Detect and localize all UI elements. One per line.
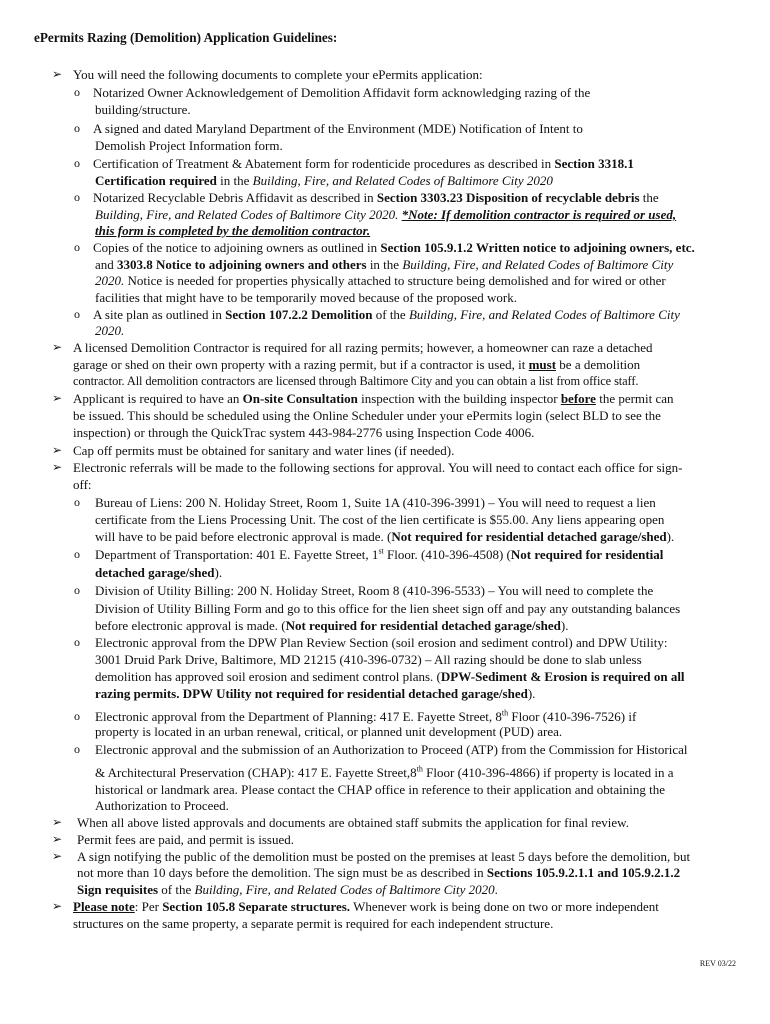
sub-item-text: before electronic approval is made. (Not required for residential detached garage/shed). <box>95 618 569 633</box>
bullet-arrow: ➢ <box>52 832 63 846</box>
sub-item-text: Department of Transportation: 401 E. Fayette Street, 1st Floor. (410-396-4508) (Not required for residential <box>95 546 664 562</box>
sub-item-text: Copies of the notice to adjoining owners as outlined in Section 105.9.1.2 Written notice to adjoining owners, etc. <box>93 240 695 255</box>
sub-bullet: o <box>74 547 80 561</box>
sub-bullet: o <box>74 156 80 170</box>
sub-bullet: o <box>74 635 80 649</box>
bullet-arrow: ➢ <box>52 849 63 863</box>
sub-bullet: o <box>74 190 80 204</box>
sub-bullet: o <box>74 85 80 99</box>
list-item: be issued. This should be scheduled using the Online Scheduler under your ePermits login (select BLD to see the <box>73 408 661 423</box>
revision-footer: REV 03/22 <box>699 959 736 968</box>
sub-item-text: Notarized Owner Acknowledgement of Demolition Affidavit form acknowledging razing of the <box>93 85 591 100</box>
bullet-arrow: ➢ <box>52 460 63 474</box>
sub-item-text: demolition has approved soil erosion and sediment control plans. (DPW-Sediment & Erosion is required on all <box>95 669 685 684</box>
bullet-arrow: ➢ <box>52 340 63 354</box>
sub-item-text: 2020. <box>95 323 125 338</box>
sub-item-text: property is located in an urban renewal, critical, or planned unit development (PUD) area. <box>95 724 563 739</box>
sub-bullet: o <box>74 240 80 254</box>
bullet-arrow: ➢ <box>52 391 63 405</box>
sub-item-text: Notarized Recyclable Debris Affidavit as described in Section 3303.23 Disposition of recyclable debris the <box>93 190 659 205</box>
sub-bullet: o <box>74 495 80 509</box>
sub-item-text: Certification required in the Building, Fire, and Related Codes of Baltimore City 2020 <box>95 173 553 188</box>
list-item: off: <box>73 477 92 492</box>
page-title: ePermits Razing (Demolition) Application Guidelines: <box>34 30 338 45</box>
list-item: A sign notifying the public of the demolition must be posted on the premises at least 5 days before the demolition, but <box>77 849 691 864</box>
sub-item-text: razing permits. DPW Utility not required for residential detached garage/shed). <box>95 686 536 701</box>
list-item: A licensed Demolition Contractor is required for all razing permits; however, a homeowner can raze a detached <box>73 340 653 355</box>
sub-item-text: 3001 Druid Park Drive, Baltimore, MD 21215 (410-396-0732) – All razing should be done to slab unless <box>95 652 642 667</box>
list-item: Permit fees are paid, and permit is issued. <box>77 832 294 847</box>
list-item: Electronic referrals will be made to the following sections for approval. You will need to contact each office for sign- <box>73 460 683 475</box>
list-item: Sign requisites of the Building, Fire, and Related Codes of Baltimore City 2020. <box>77 882 498 897</box>
sub-item-text: 2020. Notice is needed for properties physically attached to structure being demolished and for wired or other <box>95 273 666 288</box>
sub-item-text: facilities that might have to be temporarily moved because of the proposed work. <box>95 290 518 305</box>
sub-item-text: Division of Utility Billing: 200 N. Holiday Street, Room 8 (410-396-5533) – You will need to complete the <box>95 583 654 598</box>
bullet-arrow: ➢ <box>52 443 63 457</box>
list-item: structures on the same property, a separate permit is required for each independent structure. <box>73 916 554 931</box>
sub-item-text: certificate from the Liens Processing Unit. The cost of the lien certificate is $55.00. Any liens appearing open <box>95 512 665 527</box>
sub-item-text: this form is completed by the demolition contractor. <box>95 223 371 238</box>
sub-bullet: o <box>74 121 80 135</box>
list-item: not more than 10 days before the demolition. The sign must be as described in Sections 105.9.2.1.1 and 105.9.2.1.2 <box>77 865 681 880</box>
sub-item-text: Electronic approval from the DPW Plan Review Section (soil erosion and sediment control) and DPW Utility: <box>95 635 668 650</box>
sub-bullet: o <box>74 583 80 597</box>
sub-item-text: and 3303.8 Notice to adjoining owners and others in the Building, Fire, and Related Codes of Baltimore City <box>95 257 674 272</box>
list-item: inspection) or through the QuickTrac system 443-984-2776 using Inspection Code 4006. <box>73 425 535 440</box>
sub-bullet: o <box>74 709 80 723</box>
list-item: You will need the following documents to complete your ePermits application: <box>73 67 483 82</box>
sub-item-text: Demolish Project Information form. <box>95 138 283 153</box>
list-item: garage or shed on their own property with a razing permit, but if a contractor is used, it must be a demolition <box>73 357 641 372</box>
sub-item-text: Building, Fire, and Related Codes of Baltimore City 2020. *Note: If demolition contractor is required or used, <box>95 207 677 222</box>
sub-item-text: building/structure. <box>95 102 191 117</box>
sub-item-text: Certification of Treatment & Abatement form for rodenticide procedures as described in Section 3318.1 <box>93 156 634 171</box>
sub-item-text: historical or landmark area. Please contact the CHAP office in reference to their application and obtaining the <box>95 782 665 797</box>
sub-bullet: o <box>74 307 80 321</box>
list-item: Cap off permits must be obtained for sanitary and water lines (if needed). <box>73 443 455 458</box>
sub-item-text: Electronic approval and the submission of an Authorization to Proceed (ATP) from the Commission for Historical <box>95 742 688 757</box>
bullet-arrow: ➢ <box>52 67 63 81</box>
bullet-arrow: ➢ <box>52 899 63 913</box>
bullet-arrow: ➢ <box>52 815 63 829</box>
sub-item-text: detached garage/shed). <box>95 565 223 580</box>
list-item: contractor. All demolition contractors are licensed through Baltimore City and you can obtain a list from office staff. <box>73 374 639 388</box>
sub-item-text: Bureau of Liens: 200 N. Holiday Street, Room 1, Suite 1A (410-396-3991) – You will need to request a lien <box>95 495 656 510</box>
sub-item-text: Authorization to Proceed. <box>95 798 229 813</box>
sub-item-text: will have to be paid before electronic approval is made. (Not required for residential detached garage/shed). <box>95 529 675 544</box>
list-item: Applicant is required to have an On-site Consultation inspection with the building inspector before the permit can <box>73 391 674 406</box>
sub-item-text: A signed and dated Maryland Department of the Environment (MDE) Notification of Intent to <box>93 121 583 136</box>
sub-bullet: o <box>74 742 80 756</box>
list-item: When all above listed approvals and documents are obtained staff submits the application for final review. <box>77 815 629 830</box>
sub-item-text: Division of Utility Billing Form and go to this office for the lien sheet sign off and pay any outstanding balances <box>95 601 681 616</box>
sub-item-text: Electronic approval from the Department of Planning: 417 E. Fayette Street, 8th Floor (410-396-7526) if <box>95 708 637 724</box>
sub-item-text: & Architectural Preservation (CHAP): 417 E. Fayette Street,8th Floor (410-396-4866) if property is located in a <box>95 764 674 780</box>
sub-item-text: A site plan as outlined in Section 107.2.2 Demolition of the Building, Fire, and Related Codes of Baltimore City <box>93 307 680 322</box>
list-item: Please note: Per Section 105.8 Separate structures. Whenever work is being done on two or more independent <box>73 899 659 914</box>
